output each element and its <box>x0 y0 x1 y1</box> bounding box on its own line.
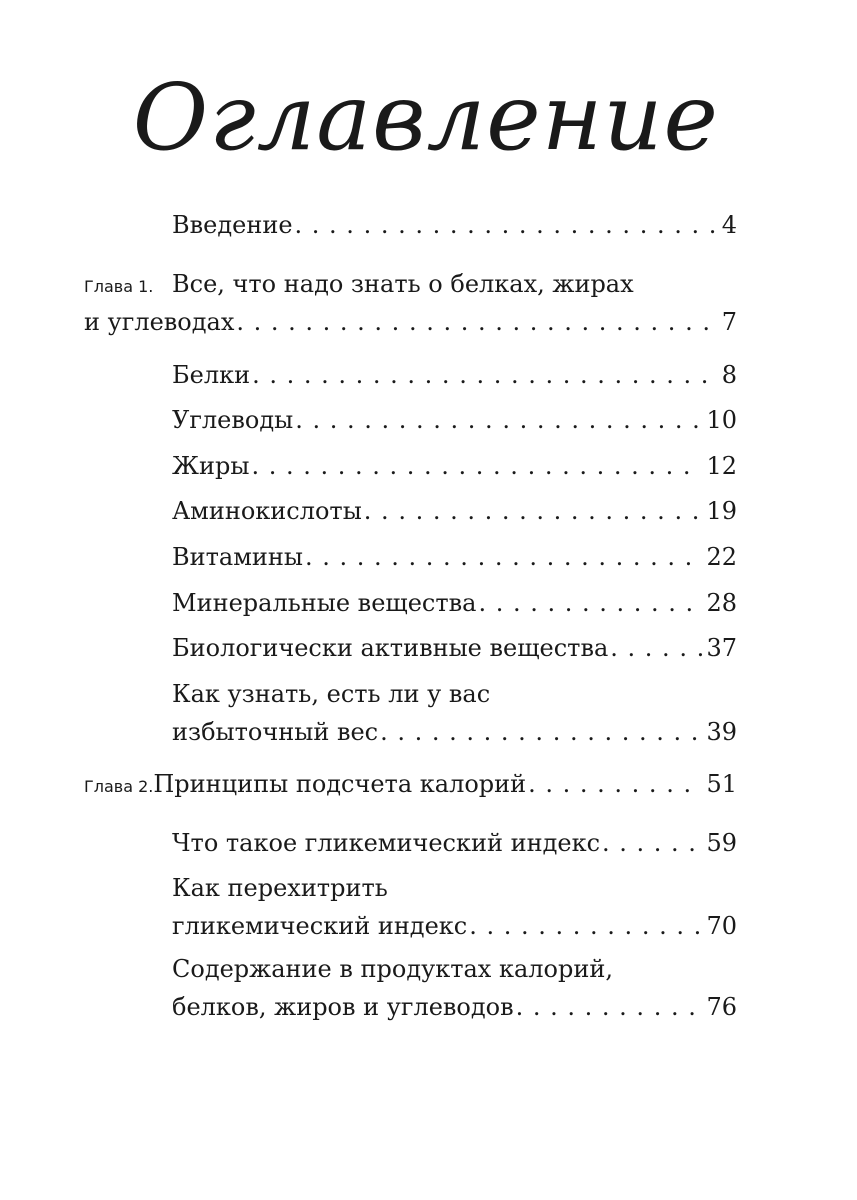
toc-entry-text: Биологически активные вещества <box>172 634 609 662</box>
toc-entry-text: и углеводах <box>84 308 235 336</box>
toc-entry-introduction[interactable] <box>172 206 737 244</box>
dot-leader <box>516 988 703 1026</box>
toc-entry-chapter-2[interactable] <box>84 765 737 803</box>
toc-entry-text: Как узнать, есть ли у вас <box>172 680 491 708</box>
toc-page-number: 39 <box>706 718 737 746</box>
toc-entry-text: Минеральные вещества <box>172 589 477 617</box>
dot-leader <box>251 447 702 485</box>
toc-page-number: 59 <box>706 829 737 857</box>
toc-entry-text: Углеводы <box>172 406 294 434</box>
page-title: Оглавление <box>132 64 719 171</box>
toc-page-number: 70 <box>706 912 737 940</box>
toc-entry-text: Белки <box>172 361 251 389</box>
toc-page-number: 12 <box>706 452 737 480</box>
toc-entry-proteins[interactable] <box>172 356 737 394</box>
toc-entry-text: Принципы подсчета калорий <box>153 770 527 798</box>
dot-leader <box>478 584 702 622</box>
dot-leader <box>295 206 718 244</box>
toc-entry-bioactive-substances[interactable] <box>172 629 737 667</box>
toc-entry-text: Содержание в продуктах калорий, <box>172 955 613 983</box>
toc-entry-food-composition[interactable] <box>172 950 737 1026</box>
toc-page-number: 4 <box>721 211 737 239</box>
toc-entry-text: гликемический индекс <box>172 912 468 940</box>
dot-leader <box>236 303 717 341</box>
dot-leader <box>469 907 702 945</box>
toc-entry-excess-weight[interactable] <box>172 675 737 751</box>
dot-leader <box>528 765 702 803</box>
toc-page-number: 51 <box>706 770 737 798</box>
chapter-label: Глава 2. <box>84 777 154 796</box>
toc-entry-text: белков, жиров и углеводов <box>172 993 514 1021</box>
toc-entry-text: Как перехитрить <box>172 874 388 902</box>
toc-entry-carbohydrates[interactable] <box>172 401 737 439</box>
toc-page-number: 22 <box>706 543 737 571</box>
toc-entry-outsmart-glycemic-index[interactable] <box>172 869 737 945</box>
toc-page-number: 19 <box>706 497 737 525</box>
toc-page-number: 37 <box>706 634 737 662</box>
dot-leader <box>364 492 703 530</box>
toc-entry-glycemic-index[interactable] <box>172 824 737 862</box>
toc-entry-chapter-1[interactable] <box>84 265 737 341</box>
toc-page-number: 10 <box>706 406 737 434</box>
toc-entry-minerals[interactable] <box>172 584 737 622</box>
toc-entry-text: Аминокислоты <box>172 497 362 525</box>
toc-entry-text: избыточный вес <box>172 718 379 746</box>
toc-entry-text: Все, что надо знать о белках, жирах <box>172 270 634 298</box>
toc-page-number: 28 <box>706 589 737 617</box>
dot-leader <box>610 629 702 667</box>
chapter-label: Глава 1. <box>84 277 154 296</box>
dot-leader <box>602 824 702 862</box>
toc-entry-text: Введение <box>172 211 293 239</box>
dot-leader <box>305 538 702 576</box>
toc-page-number: 7 <box>721 308 737 336</box>
toc-entry-text: Что такое гликемический индекс <box>172 829 601 857</box>
toc-entry-vitamins[interactable] <box>172 538 737 576</box>
toc-entry-fats[interactable] <box>172 447 737 485</box>
dot-leader <box>252 356 718 394</box>
toc-entry-text: Витамины <box>172 543 303 571</box>
dot-leader <box>295 401 702 439</box>
toc-entry-amino-acids[interactable] <box>172 492 737 530</box>
toc-page-number: 8 <box>721 361 737 389</box>
toc-entry-text: Жиры <box>172 452 250 480</box>
dot-leader <box>380 713 702 751</box>
toc-page-number: 76 <box>706 993 737 1021</box>
